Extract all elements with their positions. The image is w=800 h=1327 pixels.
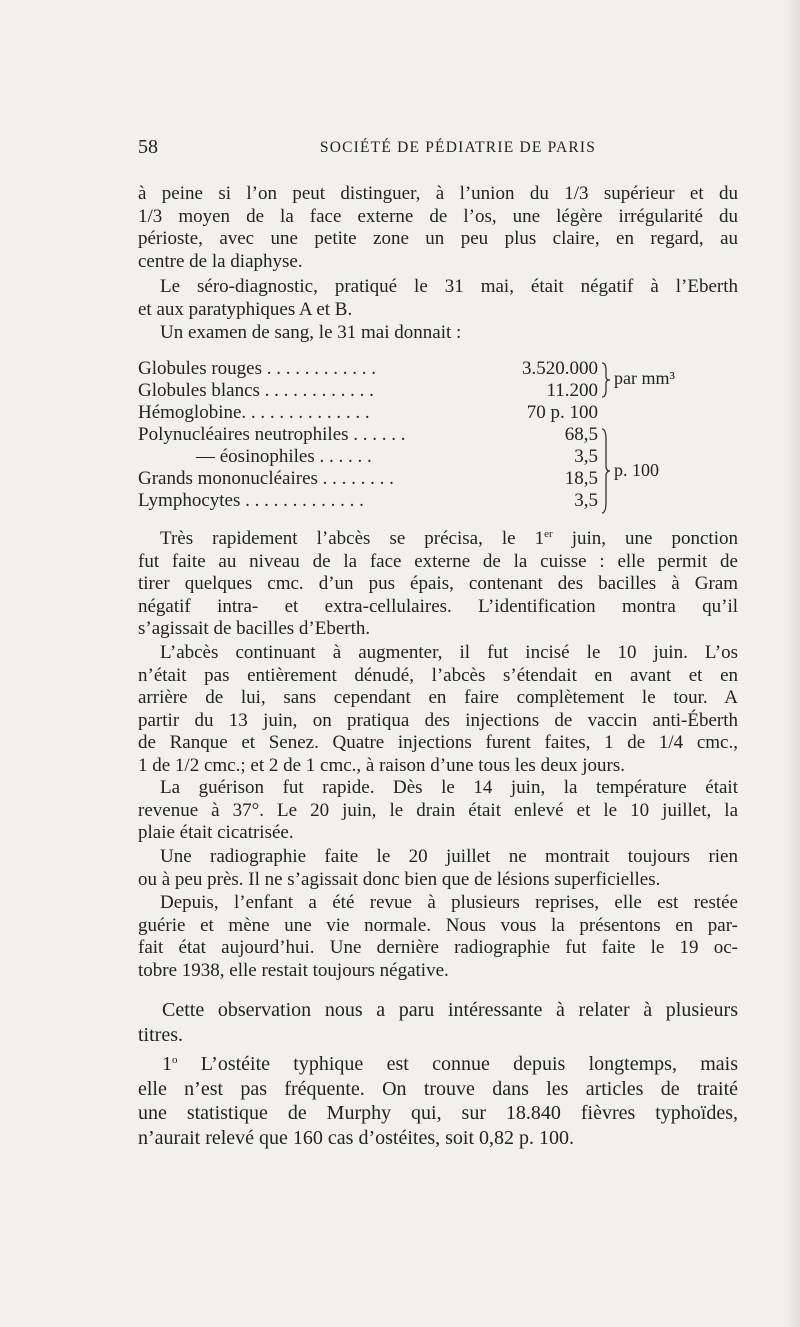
paragraph-4	[138, 528, 738, 641]
row-label: Globules blancs . . . . . . . . . . . .	[138, 380, 374, 401]
row-value: 11.200	[546, 380, 598, 401]
paragraph-10	[138, 1052, 738, 1150]
page-edge-shadow	[786, 0, 800, 1327]
paragraph-1	[138, 183, 738, 273]
row-label: Lymphocytes . . . . . . . . . . . . .	[138, 490, 364, 511]
text-line: titres.	[138, 1023, 183, 1046]
text-line: partir du 13 juin, on pratiqua des injections de vaccin anti-Éberth	[138, 709, 738, 731]
text-line: Depuis, l’enfant a été revue à plusieurs reprises, elle est restée	[160, 892, 738, 913]
row-label: Globules rouges . . . . . . . . . . . .	[138, 358, 377, 379]
paragraph-5	[138, 642, 738, 778]
text-line: négatif intra- et extra-cellulaires. L’identification montra qu’il	[138, 595, 738, 617]
paragraph-3	[138, 322, 738, 345]
table-row	[138, 424, 738, 446]
text-line: elle n’est pas fréquente. On trouve dans les articles de traité	[138, 1077, 738, 1100]
text-line: Très rapidement l’abcès se précisa, le 1er juin, une ponction	[160, 528, 738, 549]
row-value: 70 p. 100	[526, 402, 598, 423]
text-line: à peine si l’on peut distinguer, à l’union du 1/3 supérieur et du	[138, 183, 738, 204]
text-line: centre de la diaphyse.	[138, 250, 303, 272]
text-line: fait état aujourd’hui. Une dernière radiographie fut faite le 19 oc-	[138, 937, 738, 959]
paragraph-8	[138, 892, 738, 982]
unit-label-percent: p. 100	[614, 460, 659, 480]
text-line: de Ranque et Senez. Quatre injections furent faites, 1 de 1/4 cmc.,	[138, 732, 738, 754]
text-line: L’abcès continuant à augmenter, il fut incisé le 10 juin. L’os	[160, 642, 738, 663]
row-value: 68,5	[564, 424, 598, 445]
text-line: tobre 1938, elle restait toujours négative.	[138, 959, 449, 981]
text-line: Un examen de sang, le 31 mai donnait :	[160, 322, 462, 343]
text-line: tirer quelques cmc. d’un pus épais, contenant des bacilles à Gram	[138, 573, 738, 595]
paragraph-2	[138, 276, 738, 321]
paragraph-6	[138, 777, 738, 845]
text-line: et aux paratyphiques A et B.	[138, 298, 353, 320]
row-value: 18,5	[564, 468, 598, 489]
row-value: 3,5	[574, 446, 598, 467]
text-line: 1 de 1/2 cmc.; et 2 de 1 cmc., à raison d’une tous les deux jours.	[138, 754, 626, 776]
table-row	[138, 490, 738, 512]
text-line: arrière de lui, sans cependant en faire complètement le tour. A	[138, 687, 738, 709]
row-label: Hémoglobine. . . . . . . . . . . . . .	[138, 402, 370, 423]
table-row	[138, 402, 738, 424]
row-label: Grands mononucléaires . . . . . . . .	[138, 468, 394, 489]
bracket-icon	[600, 362, 612, 398]
running-title: SOCIÉTÉ DE PÉDIATRIE DE PARIS	[319, 139, 597, 156]
text-line: guérie et mène une vie normale. Nous vous la présentons en par-	[138, 914, 738, 936]
page-number: 58	[138, 136, 158, 158]
text-line: Une radiographie faite le 20 juillet ne montrait toujours rien	[160, 846, 738, 867]
page-header	[138, 136, 738, 164]
text-line: Le séro-diagnostic, pratiqué le 31 mai, était négatif à l’Eberth	[160, 276, 738, 297]
paragraph-7	[138, 846, 738, 891]
text-line: n’aurait relevé que 160 cas d’ostéites, soit 0,82 p. 100.	[138, 1126, 574, 1149]
text-line: plaie était cicatrisée.	[138, 822, 294, 844]
text-line: 1$^o$ L’ostéite typhique est connue depuis longtemps, mais	[162, 1053, 738, 1075]
text-line: ou à peu près. Il ne s’agissait donc bien que de lésions superficielles.	[138, 868, 661, 890]
text-line: 1/3 moyen de la face externe de l’os, une légère irrégularité du	[138, 205, 738, 227]
row-value: 3.520.000	[522, 358, 598, 379]
text-line: s’agissait de bacilles d’Eberth.	[138, 618, 371, 640]
text-line: fut faite au niveau de la face externe de la cuisse : elle permit de	[138, 550, 738, 572]
text-line: périoste, avec une petite zone un peu plus claire, en regard, au	[138, 228, 738, 250]
row-label: — éosinophiles . . . . . .	[196, 446, 372, 467]
text-line: n’était pas entièrement dénudé, l’abcès s’étendait en avant et en	[138, 664, 738, 686]
text-line: une statistique de Murphy qui, sur 18.840 fièvres typhoïdes,	[138, 1102, 738, 1124]
row-label: Polynucléaires neutrophiles . . . . . .	[138, 424, 406, 445]
text-line: La guérison fut rapide. Dès le 14 juin, la température était	[160, 777, 738, 798]
paragraph-9	[138, 998, 738, 1047]
text-line: revenue à 37°. Le 20 juin, le drain était enlevé et le 10 juillet, la	[138, 799, 738, 821]
text-line: Cette observation nous a paru intéressante à relater à plusieurs	[162, 999, 738, 1021]
unit-label-blood: par mm³	[614, 368, 675, 388]
row-value: 3,5	[574, 490, 598, 511]
bracket-icon	[600, 428, 612, 514]
blood-test-table	[138, 358, 738, 518]
